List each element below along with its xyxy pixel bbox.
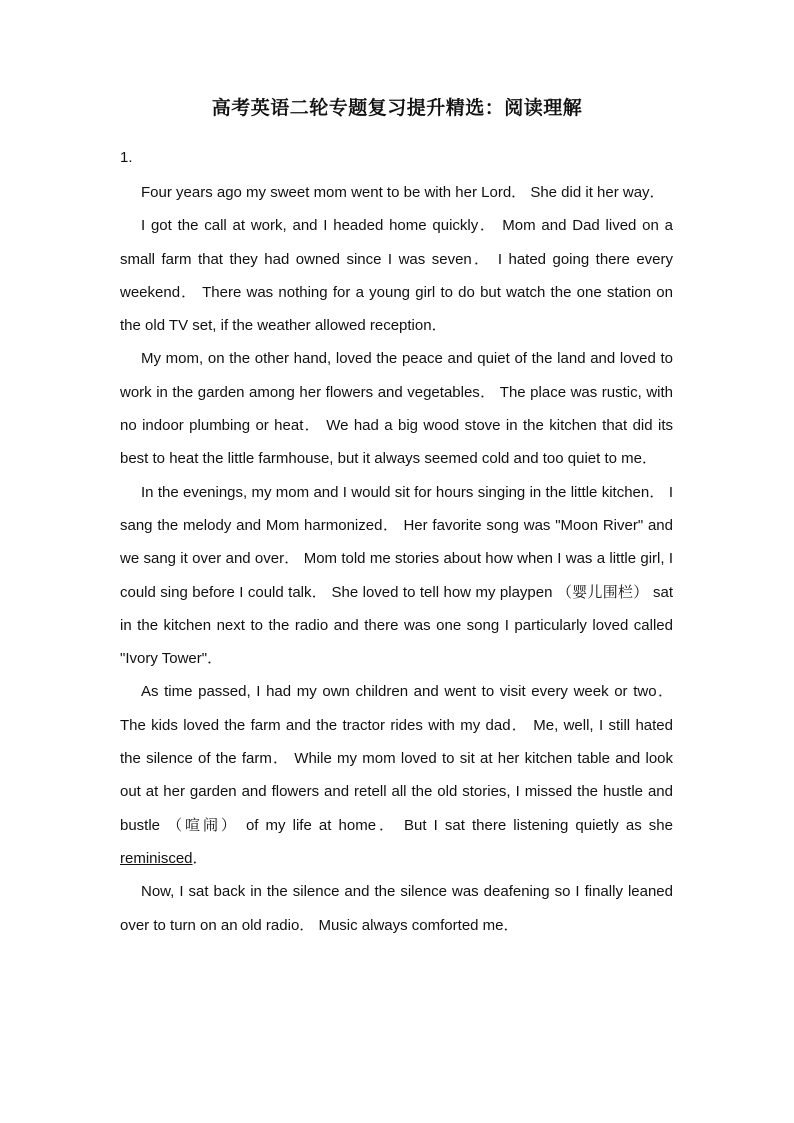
document-title: 高考英语二轮专题复习提升精选：阅读理解 <box>211 97 583 119</box>
paragraph-2: I got the call at work, and I headed home quickly． Mom and Dad lived on a small farm that they had owned since I was seven． I hated going there every weekend． There was nothing for a young girl to do but watch the one station on the old TV set, if the weather allowed reception． <box>120 217 673 335</box>
paragraph-6: Now, I sat back in the silence and the silence was deafening so I finally leaned over to turn on an old radio． Music always comforted me． <box>120 883 673 934</box>
paragraph-5-end: ． <box>192 849 208 867</box>
question-number: 1. <box>120 149 133 166</box>
paragraph-5 <box>120 675 673 875</box>
paragraph-4: In the evenings, my mom and I would sit for hours singing in the little kitchen． I sang the melody and Mom harmonized． Her favorite song was "Moon River" and we sang it over and over． Mom told me stories about how when I was a little girl, I could sing before I could talk． She loved to tell how my playpen （婴儿围栏） sat in the kitchen next to the radio and there was one song I particularly loved called "Ivory Tower"． <box>120 483 673 668</box>
paragraph-3: My mom, on the other hand, loved the peace and quiet of the land and loved to work in the garden among her flowers and vegetables． The place was rustic, with no indoor plumbing or heat． We had a big wood stove in the kitchen that did its best to heat the little farmhouse, but it always seemed cold and too quiet to me． <box>120 350 673 468</box>
paragraph-5-text: As time passed, I had my own children and went to visit every week or two． The kids loved the farm and the tractor rides with my dad． Me, well, I still hated the silence of the farm． While my mom loved to sit at her kitchen table and look out at her garden and flowers and retell all the old stories, I missed the hustle and bustle （喧闹） of my life at home． But I sat there listening quietly as she <box>120 683 673 834</box>
underlined-word: reminisced <box>120 849 193 867</box>
paragraph-1: Four years ago my sweet mom went to be with her Lord． She did it her way． <box>141 184 665 201</box>
passage-body <box>120 176 673 942</box>
